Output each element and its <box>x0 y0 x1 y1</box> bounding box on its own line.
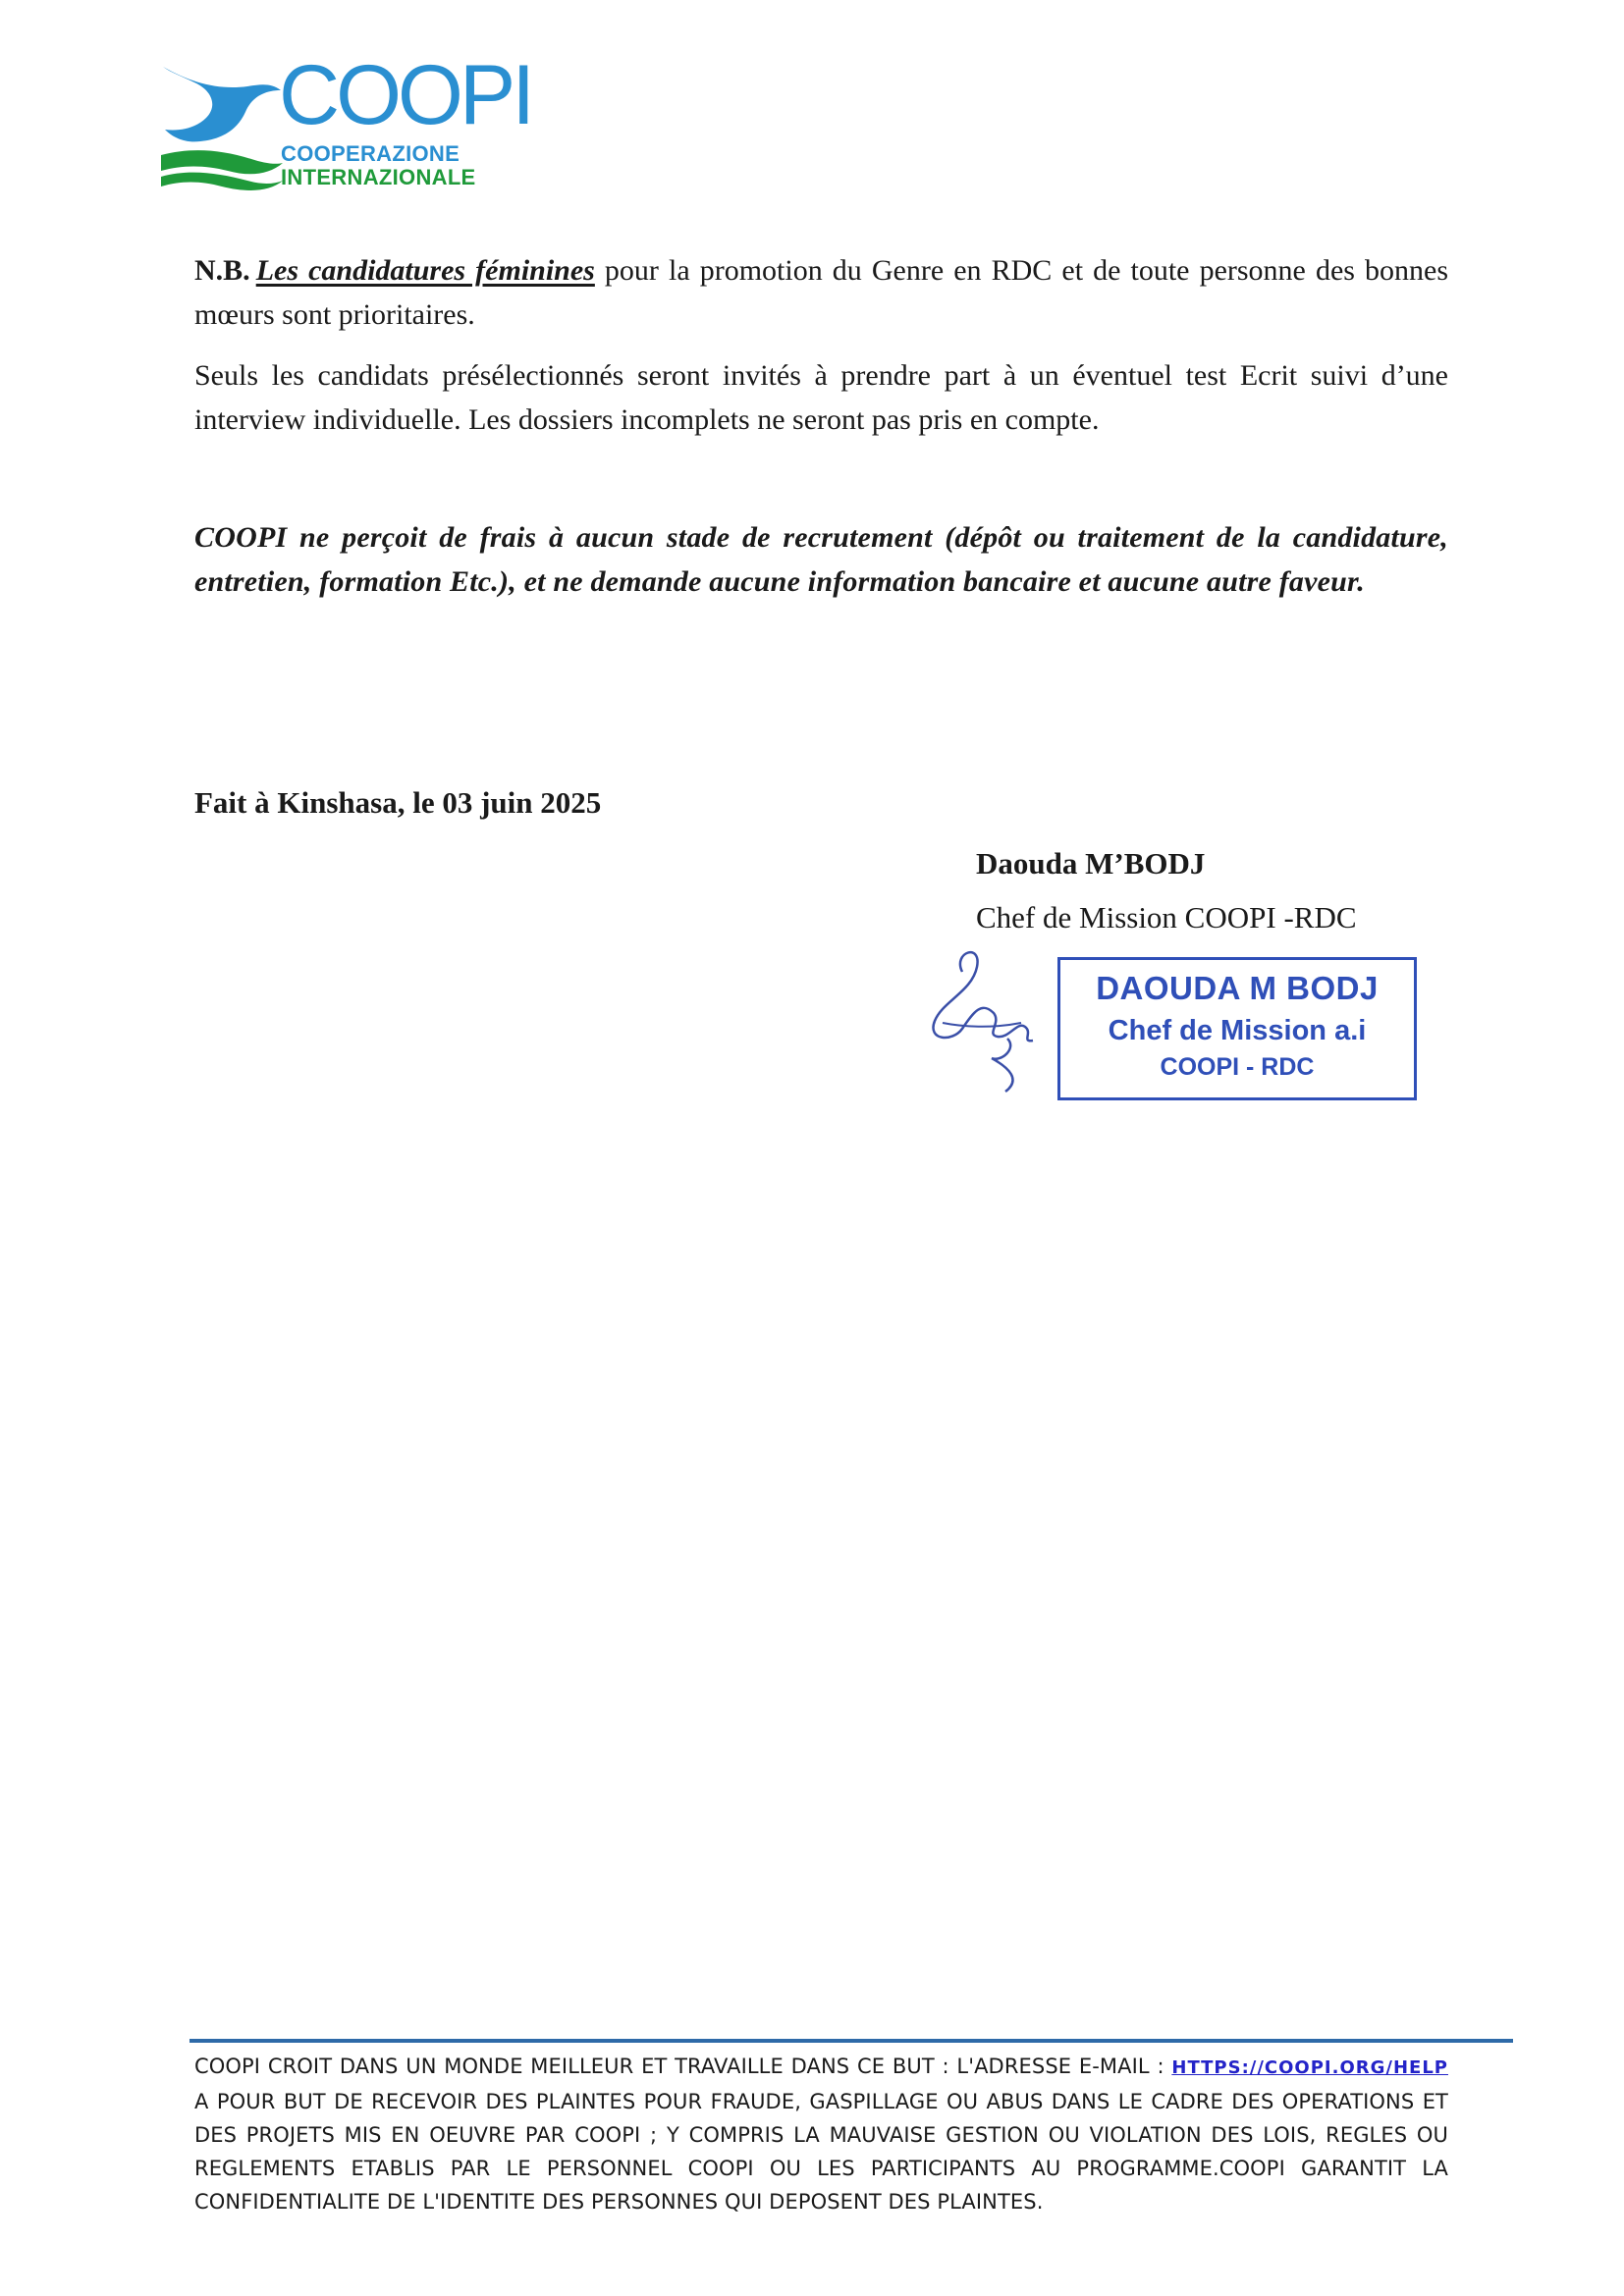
dolphin-wave-icon <box>161 61 284 192</box>
help-link[interactable]: HTTPS://COOPI.ORG/HELP <box>1171 2057 1448 2078</box>
footer-divider <box>189 2039 1513 2043</box>
logo-brand: COOPI <box>279 48 532 142</box>
logo-line-2: INTERNAZIONALE <box>281 165 476 189</box>
handwritten-signature-icon <box>923 933 1070 1099</box>
coopi-logo <box>161 48 532 192</box>
nb-rest: pour la promotion du Genre en RDC et de toute personne des bonnes mœurs sont prioritaires. <box>194 254 1448 331</box>
official-stamp <box>1057 957 1417 1100</box>
stamp-line-1: DAOUDA M BODJ <box>1096 970 1379 1006</box>
place-date: Fait à Kinshasa, le 03 juin 2025 <box>194 785 602 820</box>
signer-title: Chef de Mission COOPI -RDC <box>976 900 1357 934</box>
nb-label: N.B. <box>194 254 250 287</box>
signer-name: Daouda M’BODJ <box>976 846 1206 881</box>
stamp-line-3: COOPI - RDC <box>1160 1053 1315 1081</box>
preselection-paragraph: Seuls les candidats présélectionnés seront invités à prendre part à un éventuel test Ecrit suivi d’une interview individuelle. Les dossiers incomplets ne seront pas pris en compte. <box>194 359 1448 436</box>
footer-text-after-link: A POUR BUT DE RECEVOIR DES PLAINTES POUR FRAUDE, GASPILLAGE OU ABUS DANS LE CADRE DES OPERATIONS ET DES PROJETS MIS EN OEUVRE PAR COOPI ; Y COMPRIS LA MAUVAISE GESTION OU VIOLATION DES LOIS, REGLES OU REGLEMENTS ETABLIS PAR LE PERSONNEL COOPI OU LES PARTICIPANTS AU PROGRAMME.COOPI GARANTIT LA CONFIDENTIALITE DE L'IDENTITE DES PERSONNES QUI DEPOSENT DES PLAINTES. <box>194 2090 1448 2214</box>
nb-paragraph <box>194 248 1448 337</box>
footer-text-before-link: COOPI CROIT DANS UN MONDE MEILLEUR ET TRAVAILLE DANS CE BUT : L'ADRESSE E-MAIL : <box>194 2055 1172 2078</box>
logo-line-1: COOPERAZIONE <box>281 141 460 166</box>
fees-notice-paragraph: COOPI ne perçoit de frais à aucun stade de recrutement (dépôt ou traitement de la candidature, entretien, formation Etc.), et ne demande aucune information bancaire et aucune autre faveur. <box>194 521 1448 598</box>
stamp-line-2: Chef de Mission a.i <box>1108 1015 1367 1046</box>
footer-notice <box>194 2050 1448 2218</box>
nb-emphasis: Les candidatures féminines <box>255 254 595 287</box>
